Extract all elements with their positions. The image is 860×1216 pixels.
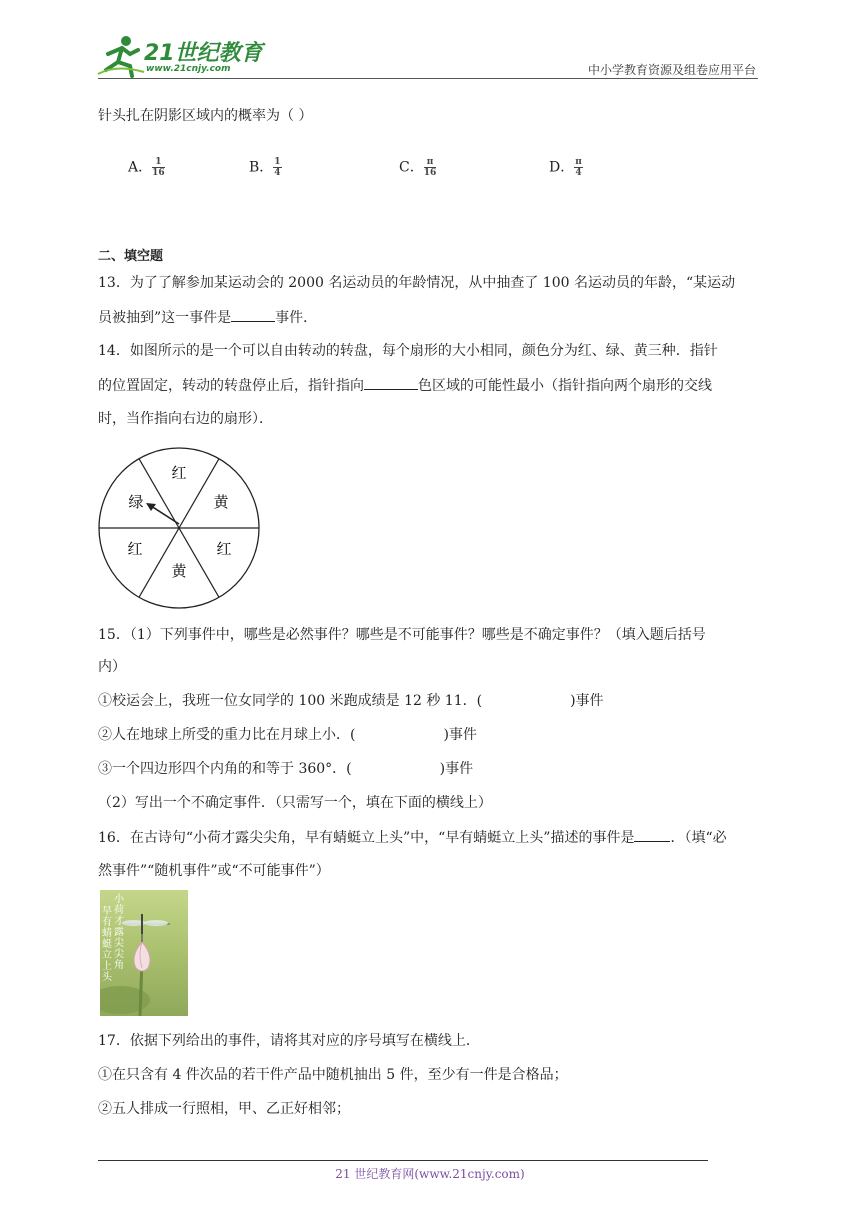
q14-line3: 时，当作指向右边的扇形）．: [98, 411, 273, 427]
fraction-numerator: 1: [274, 157, 281, 167]
footer-rule: [98, 1160, 708, 1161]
sector-label-bottom: 黄: [171, 562, 187, 580]
q12-stem-tail: 针头扎在阴影区域内的概率为（ ）: [98, 108, 313, 124]
option-fraction: [574, 157, 583, 178]
q17-item-1: ①在只含有 4 件次品的若干件产品中随机抽出 5 件，至少有一件是合格品；: [98, 1067, 568, 1083]
fraction-denominator: 16: [423, 168, 437, 178]
answer-blank[interactable]: [634, 827, 670, 842]
spinner-diagram: [96, 446, 262, 610]
sector-label-lower-left: 红: [127, 540, 143, 558]
q16-line1: [98, 827, 727, 848]
q17-item-2: ②五人排成一行照相，甲、乙正好相邻；: [98, 1101, 350, 1117]
q14-line1: 14．如图所示的是一个可以自由转动的转盘，每个扇形的大小相同，颜色分为红、绿、黄三种．指针: [98, 343, 718, 359]
q12-option-b: [249, 157, 282, 178]
footer-text: 21 世纪教育网(www.21cnjy.com): [335, 1167, 525, 1181]
option-fraction: [273, 157, 281, 178]
item-tail: )事件: [570, 693, 604, 709]
sector-label-top: 红: [171, 464, 187, 482]
fraction-denominator: 4: [575, 168, 582, 178]
q14-line2: [98, 375, 712, 396]
poem-column-2: 早有蜻蜓立上头: [102, 906, 112, 983]
q15-item-3: [98, 759, 473, 779]
option-letter: A．: [128, 159, 153, 176]
poem-column-1: 小荷才露尖尖角: [114, 894, 124, 971]
runner-icon: [96, 34, 148, 78]
sector-label-upper-right: 黄: [213, 493, 229, 511]
section-title: 二、填空题: [98, 249, 164, 264]
logo: [96, 34, 266, 80]
header-rule: [98, 78, 758, 79]
option-letter: D．: [549, 159, 575, 176]
q15-part2: （2）写出一个不确定事件．（只需写一个，填在下面的横线上）: [98, 795, 492, 811]
logo-url: www.21cnjy.com: [146, 64, 231, 74]
option-fraction: [152, 157, 165, 178]
q13-line2: [98, 307, 317, 328]
option-fraction: [424, 157, 437, 178]
logo-text: 21世纪教育: [144, 41, 263, 66]
item-tail: )事件: [439, 761, 474, 777]
q15-item-2: [98, 725, 477, 745]
q16-text-tail: ．（填“必: [670, 830, 727, 846]
q13-text-tail: 事件．: [275, 310, 318, 326]
lotus-dragonfly-image: [100, 890, 188, 1016]
q15-line2: 内）: [98, 659, 126, 675]
header-right-text: 中小学教育资源及组卷应用平台: [587, 63, 756, 77]
item-text: ①校运会上，我班一位女同学的 100 米跑成绩是 12 秒 11．(: [98, 693, 483, 709]
fraction-denominator: 4: [274, 168, 281, 178]
q15-line1: 15．（1）下列事件中，哪些是必然事件？哪些是不可能事件？哪些是不确定事件？（填入题后括号: [98, 627, 706, 643]
q12-option-c: [399, 157, 436, 178]
answer-blank[interactable]: [364, 375, 418, 390]
sector-label-lower-right: 红: [216, 540, 232, 558]
fraction-numerator: π: [424, 157, 437, 168]
q16-text: 16．在古诗句“小荷才露尖尖角，早有蜻蜓立上头”中，“早有蜻蜓立上头”描述的事件是: [98, 830, 635, 846]
fraction-numerator: π: [575, 157, 582, 167]
sector-label-upper-left: 绿: [128, 493, 144, 511]
q14-text-tail: 色区域的可能性最小（指针指向两个扇形的交线: [418, 378, 712, 394]
answer-blank[interactable]: [231, 307, 275, 322]
q14-text: 的位置固定，转动的转盘停止后，指针指向: [98, 378, 364, 394]
header: [0, 0, 860, 80]
item-text: ②人在地球上所受的重力比在月球上小．(: [98, 727, 356, 743]
q12-option-d: [549, 157, 583, 178]
q13-text: 员被抽到”这一事件是: [98, 310, 232, 326]
item-tail: )事件: [443, 727, 477, 743]
option-letter: B．: [249, 159, 274, 176]
q16-line2: 然事件”“随机事件”或“不可能事件”）: [98, 863, 330, 879]
fraction-denominator: 16: [152, 168, 165, 178]
fraction-numerator: 1: [152, 157, 165, 168]
q12-option-a: [128, 157, 165, 178]
item-text: ③一个四边形四个内角的和等于 360°．(: [98, 761, 352, 777]
option-letter: C．: [399, 159, 424, 176]
q17-line1: 17．依据下列给出的事件，请将其对应的序号填写在横线上．: [98, 1033, 480, 1049]
q15-item-1: [98, 691, 604, 711]
q13-line1: 13．为了了解参加某运动会的 2000 名运动员的年龄情况，从中抽查了 100 名运动员的年龄，“某运动: [98, 275, 736, 291]
